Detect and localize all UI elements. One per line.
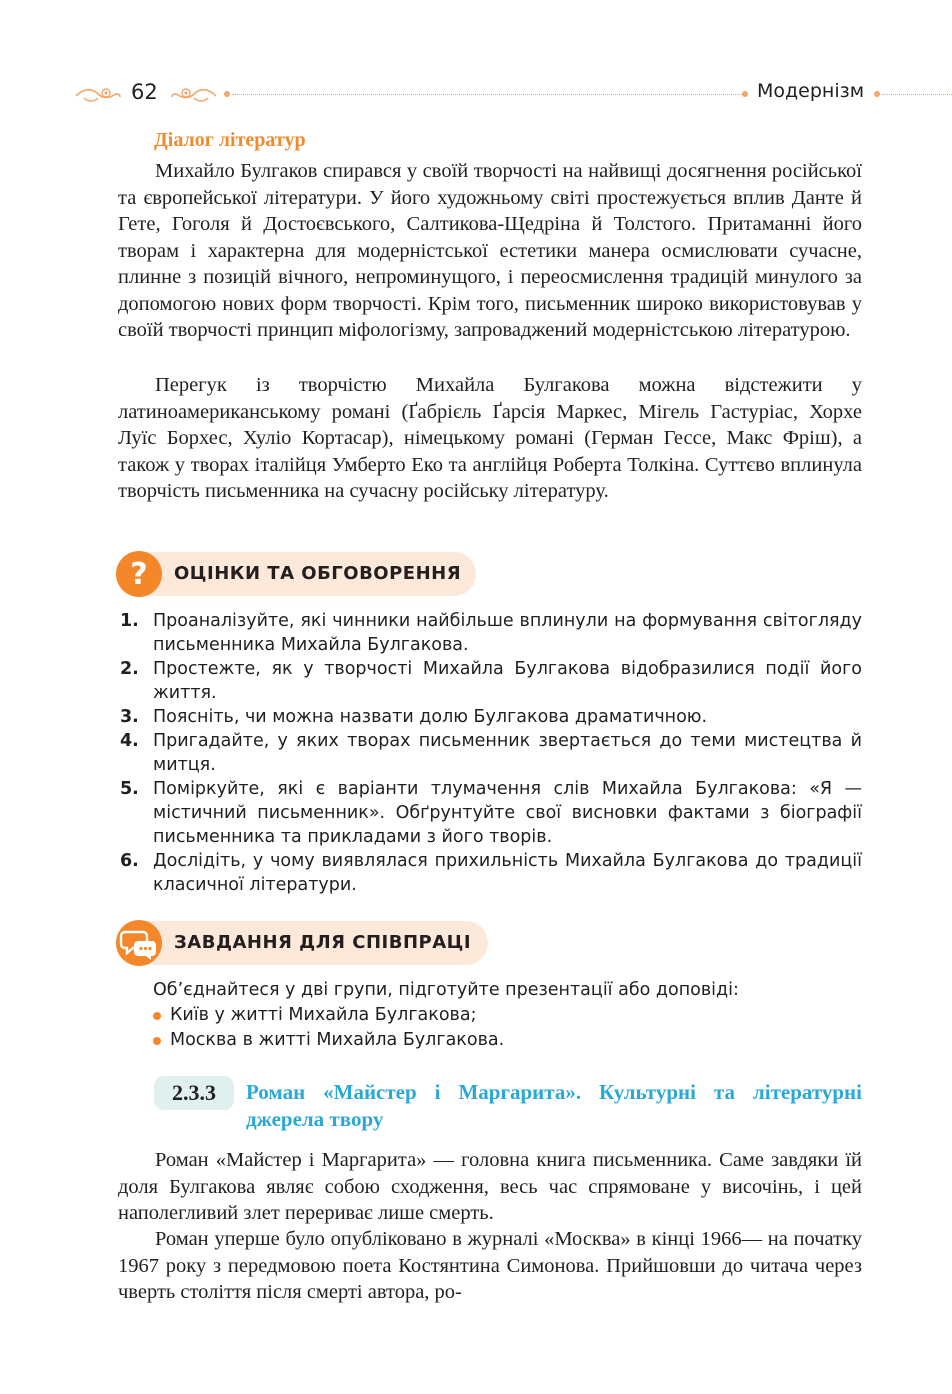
header-rule [882,94,952,95]
page-header [0,78,952,112]
header-dot [742,91,748,97]
bullet-icon [153,1037,161,1045]
header-dot [874,91,880,97]
list-item: 1. Проаналізуйте, які чинники найбільше вплинули на формування світогляду письменника Михайла Булгакова. [120,611,862,655]
question-list [118,609,862,897]
collaboration-title: ЗАВДАННЯ ДЛЯ СПІВПРАЦІ [174,932,472,953]
header-rule [232,94,742,95]
body-paragraph: Михайло Булгаков спирався у своїй творчості на найвищі досягнення російської та європейської літератури. У його художньому світі простежується вплив Данте й Гете, Гоголя й Достоєвського, Салтикова-Щедріна й Толстого. Притаманні його творам і характерна для модерністської естетики манера осмислювати сучасне, плинне з позицій вічного, непроминущого, і переосмислення традицій минулого за допомогою нових форм творчості. Крім того, письменник широко використовував у своїй творчості принцип міфологізму, запроваджений модерністською літературою. [118,160,862,341]
list-item: 3. Поясніть, чи можна назвати долю Булгакова драматичною. [120,707,708,727]
question-icon [116,551,162,597]
dialogue-heading: Діалог літератур [154,129,306,151]
header-dot [224,91,230,97]
body-paragraph: Роман уперше було опубліковано в журналі «Москва» в кінці 1966— на початку 1967 року з передмовою поета Костянтина Симонова. Прийшовши до читача через чверть століття після смерті автора, ро- [118,1228,862,1303]
running-title: Модернізм [757,80,865,102]
list-item: 5. Поміркуйте, які є варіанти тлумачення слів Михайла Булгакова: «Я — містичний письменник». Обґрунтуйте свої висновки фактами з біографії письменника та прикладами з його творів. [120,779,862,847]
list-item: Москва в житті Михайла Булгакова. [153,1028,504,1053]
assessment-section-header [116,552,476,596]
collaboration-section-header [116,921,488,965]
collaboration-intro: Об’єднайтеся у дві групи, підготуйте презентації або доповіді: [153,980,739,1000]
assessment-title: ОЦІНКИ ТА ОБГОВОРЕННЯ [174,563,462,584]
ornament-left-icon [74,84,122,106]
body-paragraph: Роман «Майстер і Маргарита» — головна книга письменника. Саме завдяки їй доля Булгакова являє собою сходження, весь час спрямоване у височінь, і цей наполегливий злет перериває лише смерть. [118,1149,862,1224]
page-number: 62 [131,80,158,104]
ornament-right-icon [170,84,218,106]
section-number-badge: 2.3.3 [154,1076,234,1110]
list-item: 6. Дослідіть, у чому виявлялася прихильність Михайла Булгакова до традиції класичної літератури. [120,851,862,895]
collaboration-list [153,1003,504,1052]
list-item: Київ у житті Михайла Булгакова; [153,1003,504,1028]
body-paragraph: Перегук із творчістю Михайла Булгакова можна відстежити у латиноамериканському романі (Ґабрієль Ґарсія Маркес, Мігель Гастуріас, Хорхе Луїс Борхес, Хуліо Кортасар), німецькому романі (Герман Гессе, Макс Фріш), а також у творах італійця Умберто Еко та англійця Роберта Толкіна. Суттєво вплинула творчість письменника на сучасну російську літературу. [118,374,862,502]
list-item: 2. Простежте, як у творчості Михайла Булгакова відобразилися події його життя. [120,659,862,703]
section-title: Роман «Майстер і Маргарита». Культурні та літературні джерела твору [246,1080,862,1131]
bullet-icon [153,1012,161,1020]
list-item: 4. Пригадайте, у яких творах письменник звертається до теми мистецтва й митця. [120,731,862,775]
svg-text:?: ? [130,557,148,592]
chat-bubbles-icon [116,920,162,966]
